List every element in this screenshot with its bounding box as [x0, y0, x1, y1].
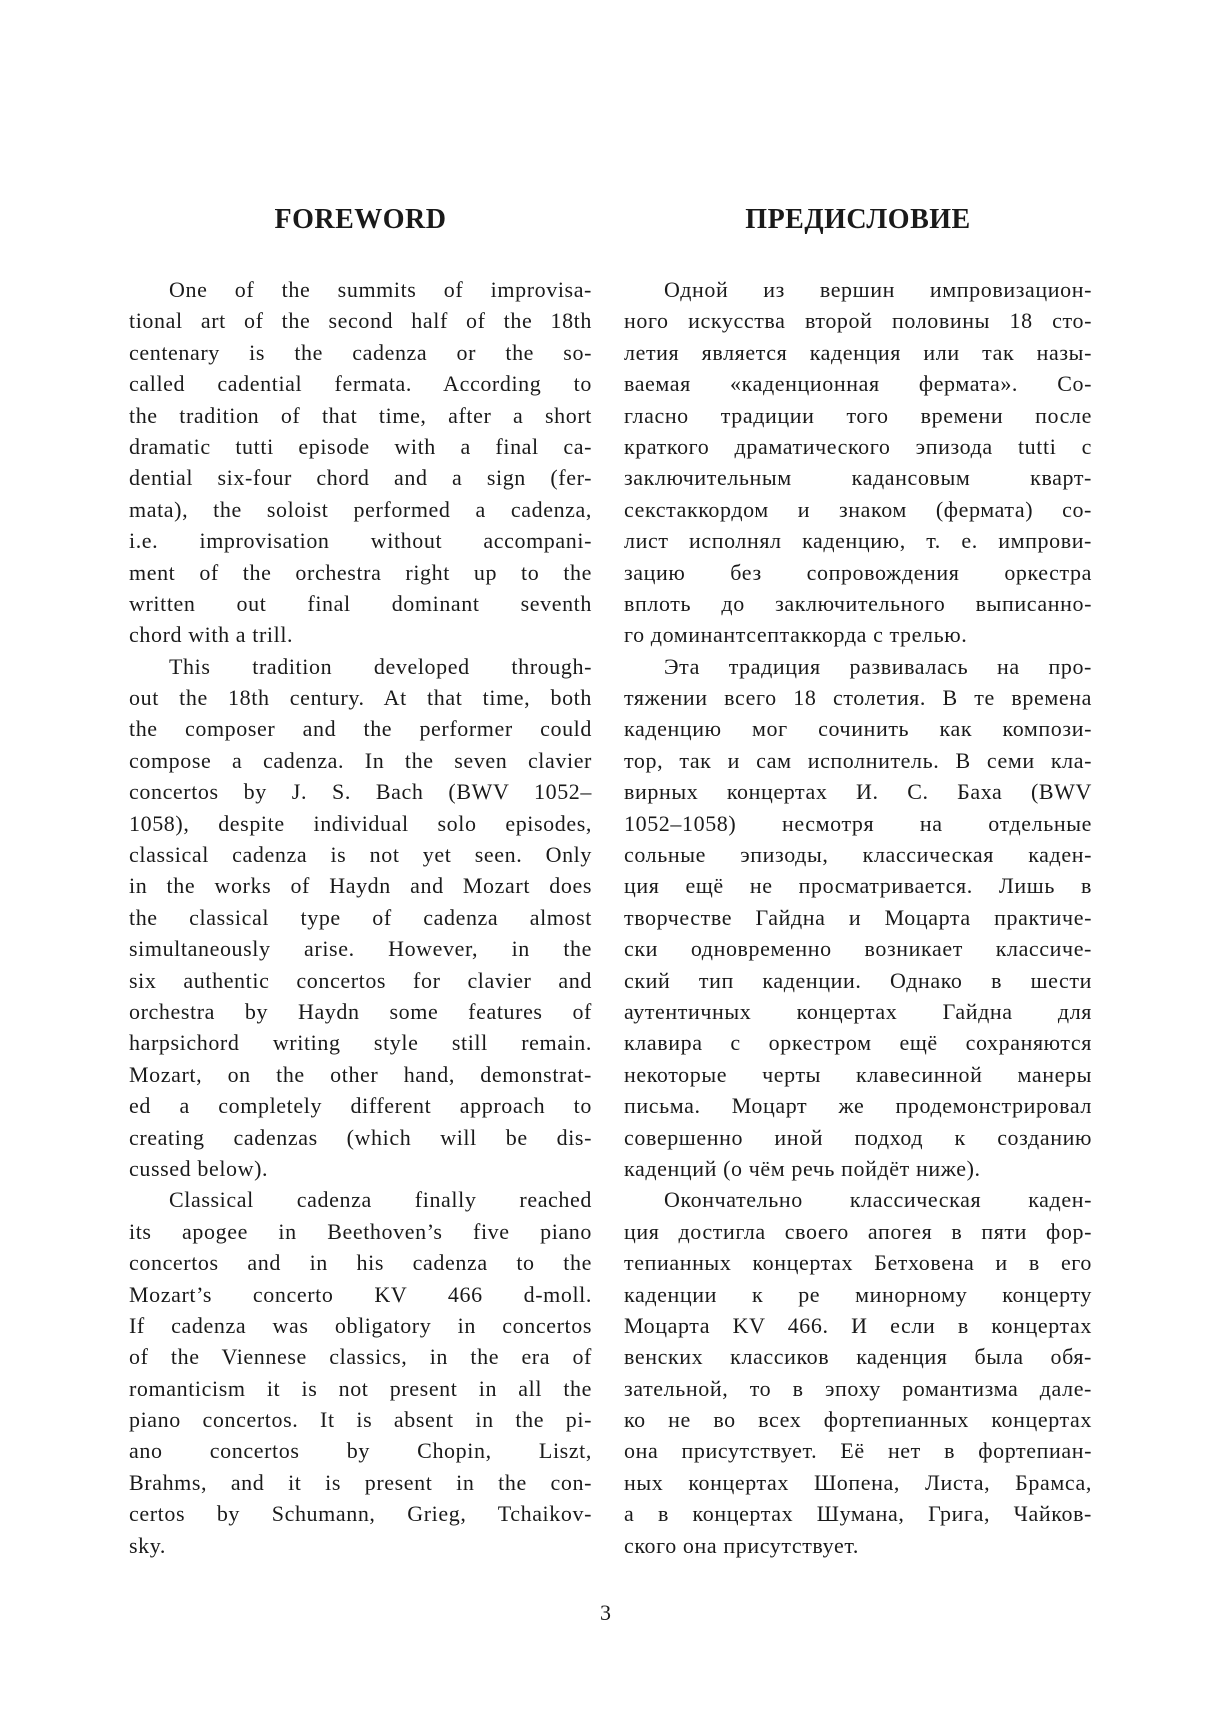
text-line: centenary is the cadenza or the so- — [129, 339, 592, 365]
text-line: Mozart, on the other hand, demonstrat- — [129, 1061, 592, 1087]
english-column — [129, 274, 592, 1561]
text-line: зательной, то в эпоху романтизма дале- — [624, 1375, 1092, 1401]
text-line: i.e. improvisation without accompani- — [129, 528, 592, 554]
paragraph — [129, 651, 592, 1185]
text-line: Окончательно классическая каден- — [664, 1187, 1092, 1213]
text-line: творчестве Гайдна и Моцарта практиче- — [624, 904, 1092, 930]
text-line: harpsichord writing style still remain. — [129, 1030, 592, 1056]
text-line: Brahms, and it is present in the con- — [129, 1469, 592, 1495]
text-line: piano concertos. It is absent in the pi- — [129, 1407, 592, 1433]
text-line: каденцию мог сочинить как компози- — [624, 716, 1092, 742]
text-line: ски одновременно возникает классиче- — [624, 936, 1092, 962]
text-line: concertos by J. S. Bach (BWV 1052– — [129, 779, 592, 805]
text-line: If cadenza was obligatory in concertos — [129, 1312, 592, 1338]
text-line: аутентичных концертах Гайдна для — [624, 998, 1092, 1024]
text-line: ed a completely different approach to — [129, 1093, 592, 1119]
paragraph — [624, 274, 1092, 651]
paragraph — [624, 651, 1092, 1185]
text-line: dramatic tutti episode with a final ca- — [129, 433, 592, 459]
text-line: orchestra by Haydn some features of — [129, 998, 592, 1024]
text-line: ского она присутствует. — [624, 1532, 860, 1558]
text-line: каденции к ре минорному концерту — [624, 1281, 1092, 1307]
text-line: classical cadenza is not yet seen. Only — [129, 842, 592, 868]
text-line: out the 18th century. At that time, both — [129, 685, 592, 711]
text-line: Эта традиция развивалась на про- — [664, 653, 1092, 679]
text-line: written out final dominant seventh — [129, 590, 592, 616]
text-line: вирных концертах И. С. Баха (BWV — [624, 779, 1092, 805]
text-line: вплоть до заключительного выписанно- — [624, 590, 1092, 616]
text-line: romanticism it is not present in all the — [129, 1375, 592, 1401]
text-line: сольные эпизоды, классическая каден- — [624, 842, 1092, 868]
text-line: ных концертах Шопена, Листа, Брамса, — [624, 1469, 1092, 1495]
text-line: письма. Моцарт же продемонстрировал — [624, 1093, 1092, 1119]
text-line: ко не во всех фортепианных концертах — [624, 1407, 1092, 1433]
text-line: sky. — [129, 1532, 167, 1558]
text-line: секстаккордом и знаком (фермата) со- — [624, 496, 1092, 522]
text-line: One of the summits of improvisa- — [169, 277, 592, 302]
text-line: совершенно иной подход к созданию — [624, 1124, 1092, 1150]
text-line: simultaneously arise. However, in the — [129, 936, 592, 962]
text-line: compose a cadenza. In the seven clavier — [129, 747, 592, 773]
text-line: Classical cadenza finally reached — [169, 1187, 592, 1213]
text-line: Моцарта KV 466. И если в концертах — [624, 1312, 1092, 1338]
text-line: лист исполнял каденцию, т. е. импрови- — [624, 528, 1092, 554]
text-line: creating cadenzas (which will be dis- — [129, 1124, 592, 1150]
text-line: краткого драматического эпизода tutti с — [624, 433, 1092, 459]
text-line: in the works of Haydn and Mozart does — [129, 873, 592, 899]
text-line: некоторые черты клавесинной манеры — [624, 1061, 1092, 1087]
text-line: cussed below). — [129, 1155, 269, 1181]
text-line: 1052–1058) несмотря на отдельные — [624, 810, 1092, 836]
paragraph — [129, 274, 592, 651]
paragraph — [624, 1184, 1092, 1561]
text-line: six authentic concertos for clavier and — [129, 967, 592, 993]
text-line: 1058), despite individual solo episodes, — [129, 810, 592, 836]
text-line: ment of the orchestra right up to the — [129, 559, 592, 585]
text-line: тяжении всего 18 столетия. В те времена — [624, 685, 1092, 711]
text-line: the tradition of that time, after a short — [129, 402, 592, 428]
text-line: the composer and the performer could — [129, 716, 592, 742]
text-line: called cadential fermata. According to — [129, 371, 592, 397]
page-number: 3 — [600, 1600, 611, 1625]
text-line: tional art of the second half of the 18th — [129, 308, 592, 334]
text-line: го доминантсептаккорда с трелью. — [624, 622, 968, 648]
text-line: This tradition developed through- — [169, 653, 592, 679]
text-line: chord with a trill. — [129, 622, 294, 648]
text-line: заключительным кадансовым кварт- — [624, 465, 1092, 491]
text-line: Mozart’s concerto KV 466 d-moll. — [129, 1281, 592, 1307]
text-line: она присутствует. Её нет в фортепиан- — [624, 1438, 1092, 1464]
russian-foreword-title: ПРЕДИСЛОВИЕ — [745, 204, 971, 235]
paragraph — [129, 1184, 592, 1561]
foreword-title: FOREWORD — [274, 204, 447, 235]
text-line: клавира с оркестром ещё сохраняются — [624, 1030, 1092, 1056]
text-line: летия является каденция или так назы- — [624, 339, 1092, 365]
russian-column — [624, 274, 1092, 1561]
text-line: тор, так и сам исполнитель. В семи кла- — [624, 747, 1092, 773]
text-line: mata), the soloist performed a cadenza, — [129, 496, 592, 522]
text-line: certos by Schumann, Grieg, Tchaikov- — [129, 1501, 592, 1527]
text-line: зацию без сопровождения оркестра — [624, 559, 1092, 585]
text-line: ного искусства второй половины 18 сто- — [624, 308, 1092, 334]
text-line: Одной из вершин импровизацион- — [664, 277, 1092, 302]
text-line: ция достигла своего апогея в пяти фор- — [624, 1218, 1092, 1244]
text-line: а в концертах Шумана, Грига, Чайков- — [624, 1501, 1092, 1527]
text-line: ano concertos by Chopin, Liszt, — [129, 1438, 592, 1464]
text-line: каденций (о чём речь пойдёт ниже). — [624, 1155, 981, 1181]
text-line: венских классиков каденция была обя- — [624, 1344, 1092, 1370]
text-line: тепианных концертах Бетховена и в его — [624, 1250, 1092, 1276]
text-line: concertos and in his cadenza to the — [129, 1250, 592, 1276]
text-line: ваемая «каденционная фермата». Со- — [624, 371, 1092, 397]
text-line: гласно традиции того времени после — [624, 402, 1092, 428]
text-line: the classical type of cadenza almost — [129, 904, 592, 930]
text-line: dential six-four chord and a sign (fer- — [129, 465, 592, 491]
text-line: ция ещё не просматривается. Лишь в — [624, 873, 1092, 899]
text-line: its apogee in Beethoven’s five piano — [129, 1218, 592, 1244]
text-line: ский тип каденции. Однако в шести — [624, 967, 1092, 993]
text-line: of the Viennese classics, in the era of — [129, 1344, 592, 1370]
